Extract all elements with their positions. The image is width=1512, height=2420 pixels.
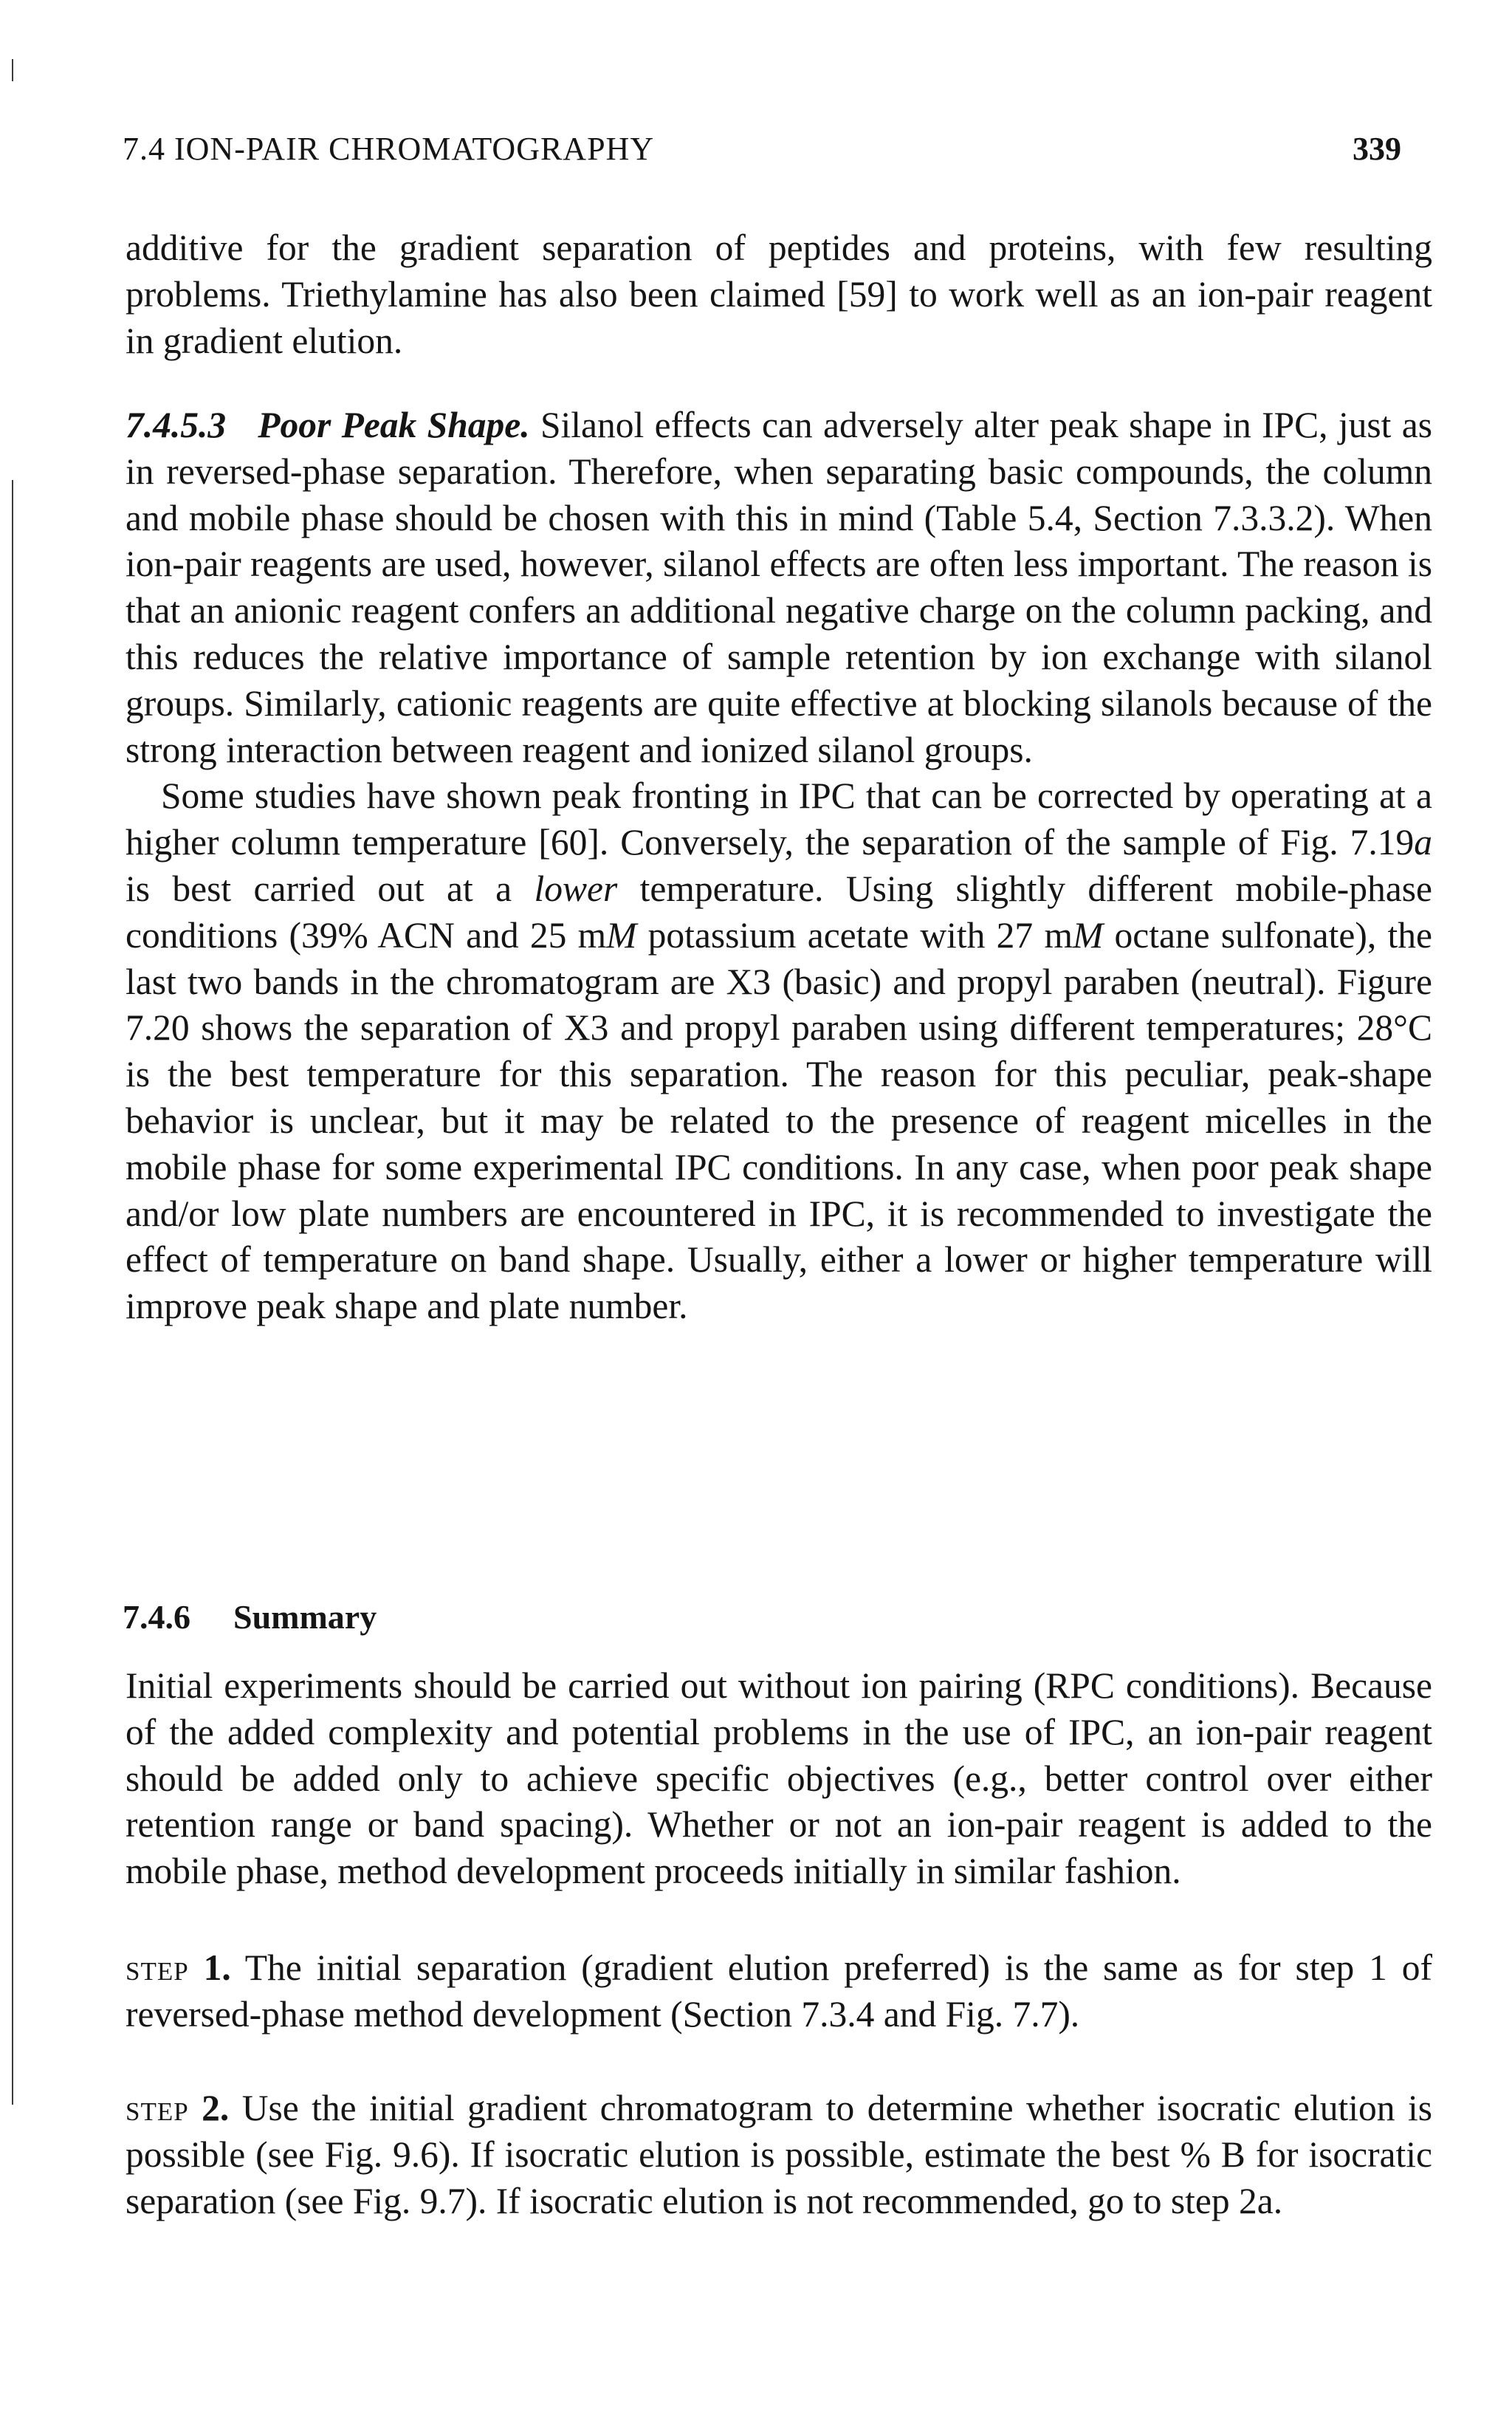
paragraph-continued xyxy=(126,225,1432,364)
summary-paragraph xyxy=(126,1663,1432,1895)
scan-edge-mark xyxy=(12,59,13,81)
text-run: temperature. Using slightly different mobile-phase conditions (39% ACN and 25 m xyxy=(126,868,1432,956)
section-heading xyxy=(123,1595,377,1639)
step-paragraph xyxy=(126,1945,1432,2038)
step-number: 1. xyxy=(203,1947,231,1988)
subsection-7-4-5-3 xyxy=(126,402,1432,1330)
text-run: Some studies have shown peak fronting in IPC that can be corrected by operating at a higher column temperature [60]. Conversely, the separation of the sample of Fig. 7.19 xyxy=(126,775,1432,863)
emphasis-lower: lower xyxy=(534,868,618,909)
unit-molar: M xyxy=(606,914,637,956)
page-number: 339 xyxy=(1353,131,1401,167)
subsection-number: 7.4.5.3 xyxy=(126,405,227,445)
running-title: 7.4 ION-PAIR CHROMATOGRAPHY xyxy=(123,131,655,167)
paragraph-text: additive for the gradient separation of peptides and proteins, with few resulting problems. Triethylamine has also been claimed [59] to work well as an ion-pair reagent in gradient elution. xyxy=(126,227,1432,361)
section-number: 7.4.6 xyxy=(123,1598,190,1636)
section-title: Summary xyxy=(233,1598,377,1636)
step-paragraph xyxy=(126,2085,1432,2224)
step-number: 2. xyxy=(202,2088,230,2128)
step-text: Use the initial gradient chromatogram to determine whether isocratic elution is possible (see Fig. 9.6). If isocratic elution is possible, estimate the best % B for isocratic separation (see Fig. 9.7). If isocratic elution is not recommended, go to step 2a. xyxy=(126,2088,1432,2221)
text-run: octane sulfonate), the last two bands in the chromatogram are X3 (basic) and propyl paraben (neutral). Figure 7.20 shows the separation of X3 and propyl paraben using different temperatures; 28°C is the best temperature for this separation. The reason for this peculiar, peak-shape behavior is unclear, but it may be related to the presence of reagent micelles in the mobile phase for some experimental IPC conditions. In any case, when poor peak shape and/or low plate numbers are encountered in IPC, it is recommended to investigate the effect of temperature on band shape. Usually, either a lower or higher temperature will improve peak shape and plate number. xyxy=(126,914,1432,1327)
text-run: potassium acetate with 27 m xyxy=(636,914,1073,956)
step-label: step xyxy=(126,1947,189,1988)
step-label: step xyxy=(126,2088,189,2128)
scan-edge-line xyxy=(12,480,13,2105)
summary-text: Initial experiments should be carried out without ion pairing (RPC conditions). Because of the added complexity and potential problems in the use of IPC, an ion-pair reagent should be added only to achieve specific objectives (e.g., better control over either retention range or band spacing). Whether or not an ion-pair reagent is added to the mobile phase, method development proceeds initially in similar fashion. xyxy=(126,1665,1432,1892)
subsection-text: Silanol effects can adversely alter peak shape in IPC, just as in reversed-phase separation. Therefore, when separating basic compounds, the column and mobile phase should be chosen with this in mind (Table 5.4, Section 7.3.3.2). When ion-pair reagents are used, however, silanol effects are often less important. The reason is that an anionic reagent confers an additional negative charge on the column packing, and this reduces the relative importance of sample retention by ion exchange with silanol groups. Similarly, cationic reagents are quite effective at blocking silanols because of the strong interaction between reagent and ionized silanol groups. xyxy=(126,405,1432,770)
step-text: The initial separation (gradient elution preferred) is the same as for step 1 of reversed-phase method development (Section 7.3.4 and Fig. 7.7). xyxy=(126,1947,1432,2035)
step-2 xyxy=(126,2085,1432,2224)
subsection-paragraph xyxy=(126,402,1432,773)
running-header xyxy=(123,127,1401,171)
text-run: is best carried out at a xyxy=(126,868,535,909)
figure-letter: a xyxy=(1414,822,1432,863)
unit-molar: M xyxy=(1072,914,1104,956)
step-1 xyxy=(126,1945,1432,2038)
subsection-title: Poor Peak Shape. xyxy=(258,405,530,445)
paragraph-peak-fronting xyxy=(126,773,1432,1330)
